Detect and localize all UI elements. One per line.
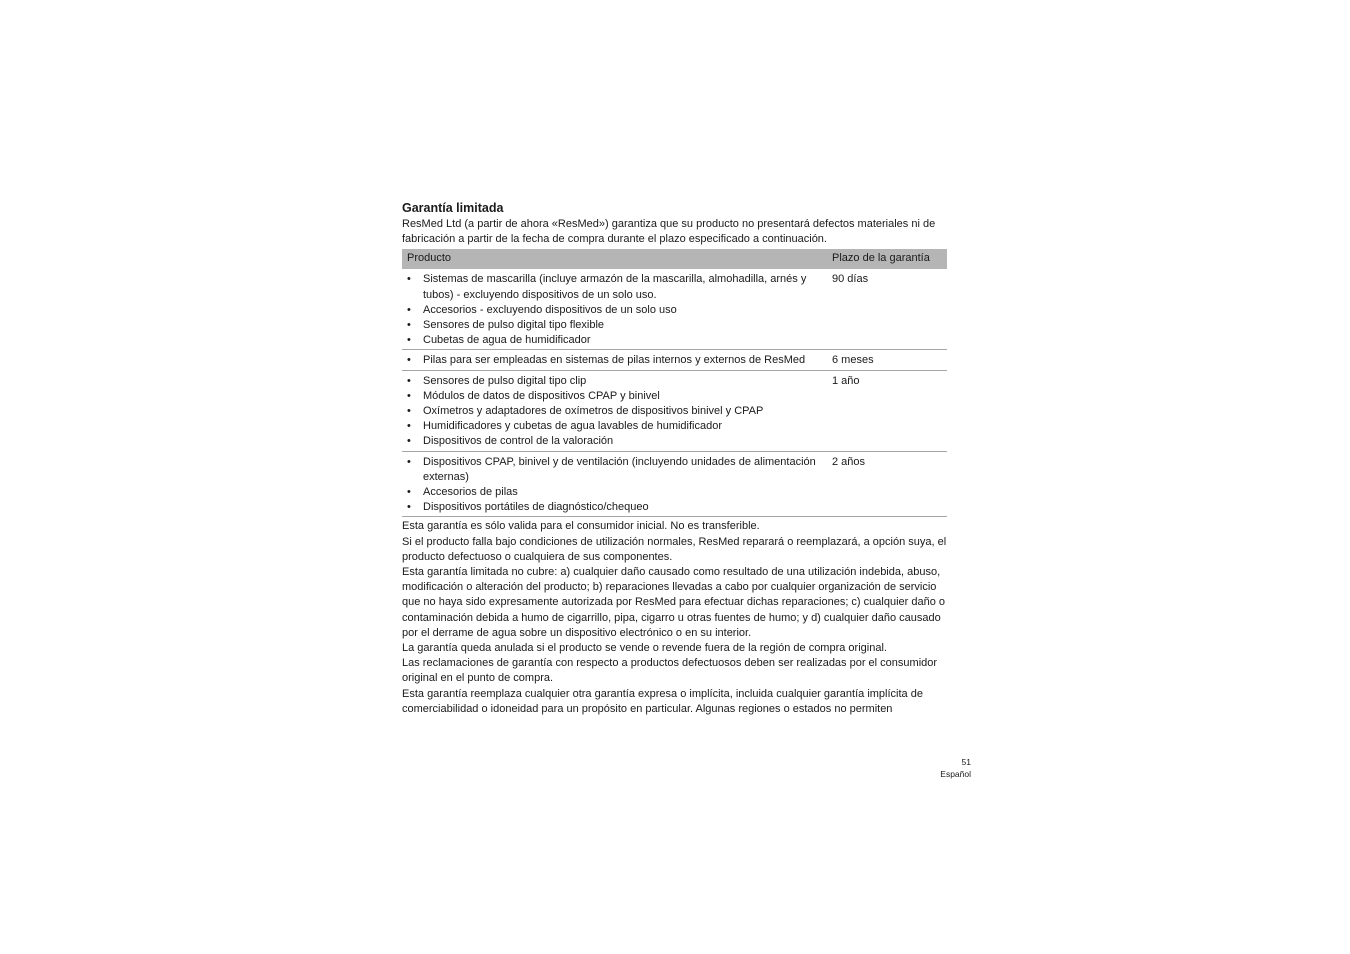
bullet-icon: •	[407, 501, 411, 514]
body-paragraph: Las reclamaciones de garantía con respecto a productos defectuosos deben ser realizadas por el consumidor original en el punto de compra.	[402, 657, 938, 685]
warranty-table	[402, 249, 947, 517]
list-item	[407, 500, 822, 515]
product-item-text: Accesorios - excluyendo dispositivos de un solo uso	[423, 303, 677, 316]
product-item-text: Sistemas de mascarilla (incluye armazón de la mascarilla, almohadilla, arnés y tubos) - excluyendo dispositivos de un solo uso.	[423, 273, 807, 301]
table-row	[402, 269, 947, 350]
bullet-icon: •	[407, 405, 411, 418]
body-paragraph: Esta garantía reemplaza cualquier otra garantía expresa o implícita, incluida cualquier garantía implícita de comerciabilidad o idoneidad para un propósito en particular. Algunas regiones o estados no permiten	[402, 687, 923, 715]
list-item	[407, 318, 822, 333]
body-paragraph: La garantía queda anulada si el producto se vende o revende fuera de la región de compra original.	[402, 642, 887, 655]
list-item	[407, 404, 822, 419]
product-list	[407, 353, 822, 368]
list-item	[407, 272, 822, 302]
product-list	[407, 272, 822, 348]
list-item	[407, 333, 822, 348]
bullet-icon: •	[407, 303, 411, 316]
product-item-text: Dispositivos de control de la valoración	[423, 435, 614, 448]
list-item	[407, 434, 822, 449]
list-item	[407, 374, 822, 389]
bullet-icon: •	[407, 319, 411, 332]
list-item	[407, 353, 822, 368]
bullet-icon: •	[407, 420, 411, 433]
bullet-icon: •	[407, 273, 411, 286]
header-period: Plazo de la garantía	[827, 249, 947, 269]
product-list	[407, 374, 822, 450]
bullet-icon: •	[407, 334, 411, 347]
body-paragraph: Si el producto falla bajo condiciones de utilización normales, ResMed reparará o reemplazará, a opción suya, el producto defectuoso o cualquiera de sus componentes.	[402, 535, 947, 563]
table-row	[402, 370, 947, 451]
product-cell	[402, 451, 827, 517]
body-paragraphs	[402, 519, 947, 717]
product-item-text: Pilas para ser empleadas en sistemas de pilas internos y externos de ResMed	[423, 354, 806, 367]
intro-paragraph: ResMed Ltd (a partir de ahora «ResMed») garantiza que su producto no presentará defectos materiales ni de fabricación a partir de la fecha de compra durante el plazo especificado a continuación.	[402, 218, 936, 246]
product-list	[407, 455, 822, 516]
header-product: Producto	[402, 249, 827, 269]
list-item	[407, 389, 822, 404]
warranty-period: 6 meses	[827, 350, 947, 370]
table-body	[402, 269, 947, 517]
list-item	[407, 303, 822, 318]
bullet-icon: •	[407, 486, 411, 499]
table-header-row	[402, 249, 947, 269]
product-item-text: Oxímetros y adaptadores de oxímetros de dispositivos binivel y CPAP	[423, 405, 764, 418]
bullet-icon: •	[407, 389, 411, 402]
product-item-text: Dispositivos CPAP, binivel y de ventilación (incluyendo unidades de alimentación externas)	[423, 455, 816, 483]
section-title: Garantía limitada	[402, 201, 504, 215]
warranty-period: 90 días	[827, 269, 947, 350]
table-row	[402, 350, 947, 370]
list-item	[407, 419, 822, 434]
bullet-icon: •	[407, 435, 411, 448]
bullet-icon: •	[407, 455, 411, 468]
warranty-section	[402, 200, 947, 717]
table-row	[402, 451, 947, 517]
warranty-period: 2 años	[827, 451, 947, 517]
body-paragraph: Esta garantía es sólo valida para el consumidor inicial. No es transferible.	[402, 520, 760, 533]
warranty-period: 1 año	[827, 370, 947, 451]
product-item-text: Sensores de pulso digital tipo clip	[423, 374, 587, 387]
body-paragraph: Esta garantía limitada no cubre: a) cualquier daño causado como resultado de una utilización indebida, abuso, modificación o alteración del producto; b) reparaciones llevadas a cabo por cualquier organización de servicio que no haya sido expresamente autorizada por ResMed para efectuar dichas reparaciones; c) cualquier daño o contaminación debida a humo de cigarrillo, pipa, cigarro u otras fuentes de humo; y d) cualquier daño causado por el derrame de agua sobre un dispositivo electrónico o en su interior.	[402, 566, 945, 639]
product-item-text: Dispositivos portátiles de diagnóstico/chequeo	[423, 501, 649, 514]
product-item-text: Cubetas de agua de humidificador	[423, 334, 591, 347]
list-item	[407, 455, 822, 485]
product-item-text: Sensores de pulso digital tipo flexible	[423, 319, 605, 332]
product-cell	[402, 269, 827, 350]
bullet-icon: •	[407, 354, 411, 367]
product-item-text: Módulos de datos de dispositivos CPAP y binivel	[423, 389, 660, 402]
page-footer	[940, 756, 971, 780]
product-cell	[402, 350, 827, 370]
bullet-icon: •	[407, 374, 411, 387]
product-item-text: Accesorios de pilas	[423, 486, 518, 499]
language-label: Español	[940, 769, 971, 779]
product-item-text: Humidificadores y cubetas de agua lavables de humidificador	[423, 420, 723, 433]
list-item	[407, 485, 822, 500]
product-cell	[402, 370, 827, 451]
page-number: 51	[961, 757, 971, 767]
